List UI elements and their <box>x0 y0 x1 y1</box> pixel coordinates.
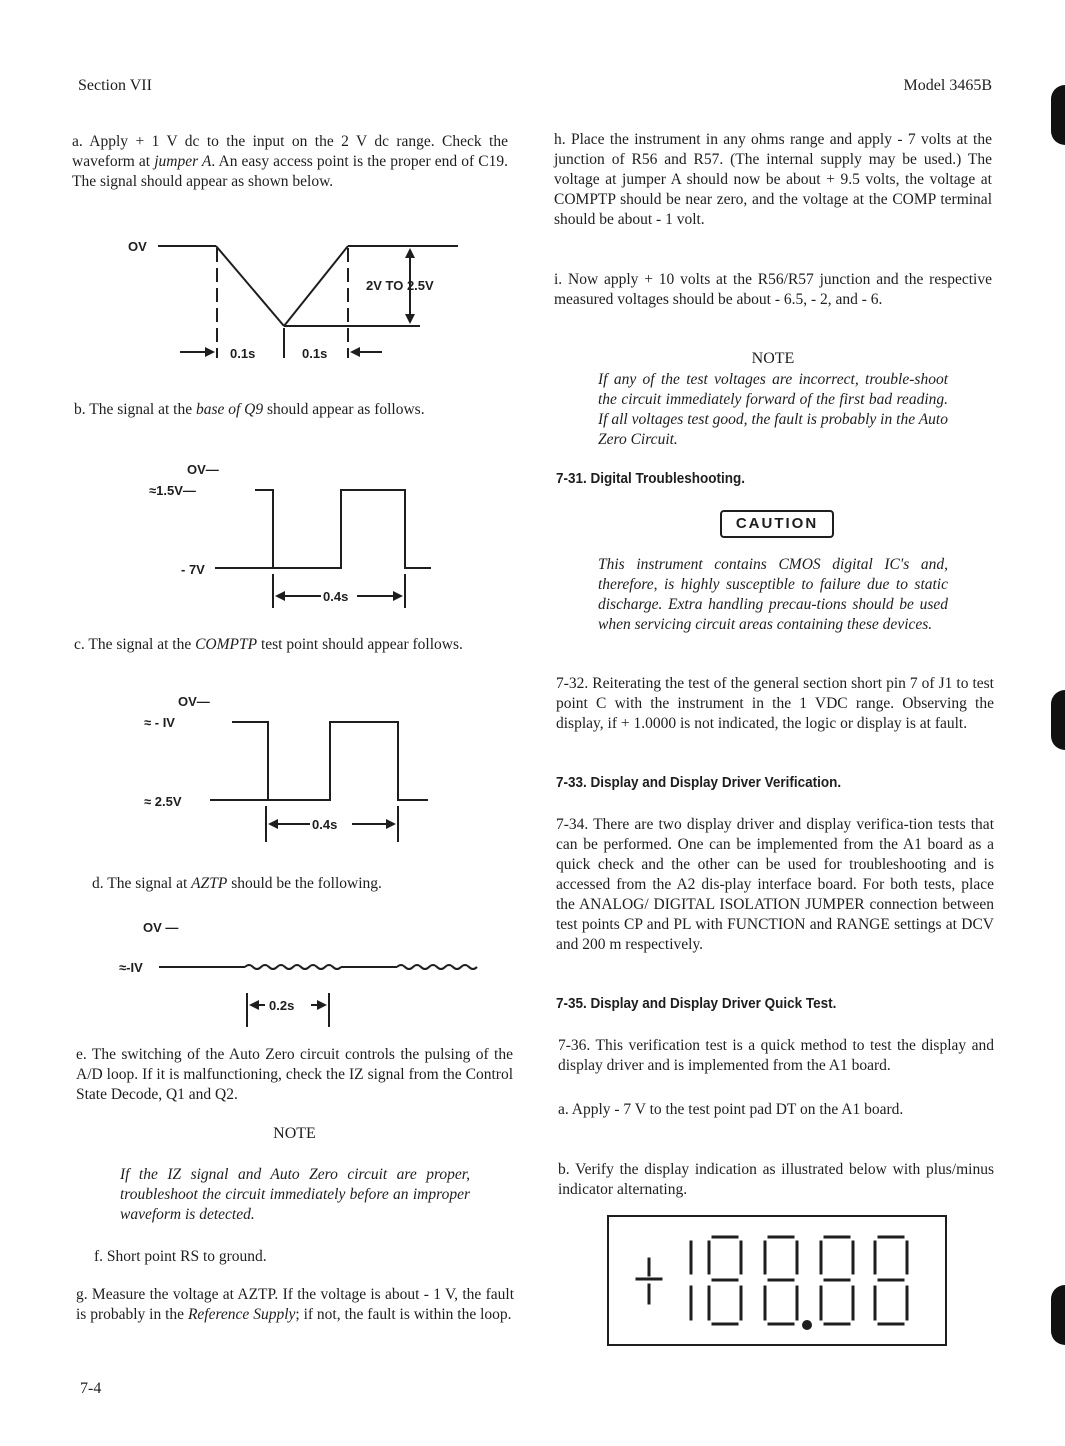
fig-b-period: 0.4s <box>323 589 349 604</box>
heading-7-33: 7-33. Display and Display Driver Verification. <box>556 774 842 791</box>
step-f-paragraph: f. Short point RS to ground. <box>94 1248 267 1265</box>
step-b-paragraph: b. The signal at the base of Q9 should appear as follows. <box>74 401 425 418</box>
step-i-paragraph: i. Now apply + 10 volts at the R56/R57 junction and the respective measured voltages should be about - 6.5, - 2, and - 6. <box>554 271 992 308</box>
model-label: Model 3465B <box>903 77 992 94</box>
note-title-left: NOTE <box>273 1125 316 1142</box>
paragraph-7-34: 7-34. There are two display driver and display verifica-tion tests that can be performed. One can be implemented from the A1 board as a quick check and the other can be used for troubleshooting and is accessed from the A2 dis-play interface board. For both tests, place the ANALOG/ DIGITAL ISOLATION JUMPER connection between test points CP and PL with FUNCTION and RANGE settings at DCV and 200 m respectively. <box>556 816 994 953</box>
note-text-right: If any of the test voltages are incorrect, trouble-shoot the circuit immediately forward of the first bad reading. If all voltages test good, the fault is probably in the Auto Zero Circuit. <box>598 371 948 448</box>
note-title-right: NOTE <box>751 350 795 367</box>
waveform-base-q9 <box>145 458 445 618</box>
fig-a-time1: 0.1s <box>230 346 256 361</box>
fig-a-ov-label: OV <box>128 239 147 254</box>
step-b-right-paragraph: b. Verify the display indication as illustrated below with plus/minus indicator alternating. <box>558 1161 994 1198</box>
seven-segment-display <box>609 1217 945 1344</box>
fig-d-level-label: ≈-IV <box>119 960 143 975</box>
waveform-aztp <box>115 915 485 1035</box>
fig-c-period: 0.4s <box>312 817 338 832</box>
fig-c-ov-label: OV— <box>178 694 210 709</box>
fig-a-time2: 0.1s <box>302 346 328 361</box>
caution-label: CAUTION <box>720 510 834 538</box>
step-d-paragraph: d. The signal at AZTP should be the following. <box>92 875 382 892</box>
step-h-paragraph: h. Place the instrument in any ohms range and apply - 7 volts at the junction of R56 and R57. (The internal supply may be used.) The voltage at jumper A should now be about + 9.5 volts, the voltage at COMPTP should be near zero, and the voltage at the COMP terminal should be about - 1 volt. <box>554 131 992 228</box>
fig-b-ov-label: OV— <box>187 462 219 477</box>
fig-a-amplitude-label: 2V TO 2.5V <box>366 278 434 293</box>
step-a-paragraph: a. Apply + 1 V dc to the input on the 2 V dc range. Check the waveform at jumper A. An easy access point is the proper end of C19. The signal should appear as shown below. <box>72 133 508 190</box>
fig-c-low-label: ≈ 2.5V <box>144 794 182 809</box>
step-c-paragraph: c. The signal at the COMPTP test point should appear follows. <box>74 636 463 653</box>
step-g-paragraph: g. Measure the voltage at AZTP. If the voltage is about - 1 V, the fault is probably in the Reference Supply; if not, the fault is within the loop. <box>76 1286 514 1323</box>
heading-7-31: 7-31. Digital Troubleshooting. <box>556 470 746 487</box>
paragraph-7-36: 7-36. This verification test is a quick method to test the display and display driver and is implemented from the A1 board. <box>558 1037 994 1074</box>
fig-c-high-label: ≈ - IV <box>144 715 175 730</box>
fig-b-low-label: - 7V <box>181 562 205 577</box>
binding-hole <box>1051 85 1065 145</box>
binding-hole <box>1051 1285 1065 1345</box>
waveform-jumper-a <box>120 236 470 376</box>
display-illustration <box>607 1215 947 1346</box>
fig-d-ov-label: OV — <box>143 920 179 935</box>
step-a-right-paragraph: a. Apply - 7 V to the test point pad DT on the A1 board. <box>558 1101 904 1118</box>
fig-b-high-label: ≈1.5V— <box>149 483 196 498</box>
fig-d-period: 0.2s <box>269 998 295 1013</box>
binding-hole <box>1051 690 1065 750</box>
page-number: 7-4 <box>80 1380 102 1397</box>
heading-7-35: 7-35. Display and Display Driver Quick Test. <box>556 995 837 1012</box>
paragraph-7-32: 7-32. Reiterating the test of the general section short pin 7 of J1 to test point C with the instrument in the 1 VDC range. Observing the display, if + 1.0000 is not indicated, the logic or display is at fault. <box>556 675 994 732</box>
step-e-paragraph: e. The switching of the Auto Zero circuit controls the pulsing of the A/D loop. If it is malfunctioning, check the IZ signal from the Control State Decode, Q1 and Q2. <box>76 1046 513 1103</box>
caution-text: This instrument contains CMOS digital IC's and, therefore, is highly susceptible to failure due to static discharge. Extra handling precau-tions should be used when servicing circuit areas containing these devices. <box>598 556 948 633</box>
note-text-left: If the IZ signal and Auto Zero circuit are proper, troubleshoot the circuit immediately before an improper waveform is detected. <box>120 1166 470 1223</box>
section-label: Section VII <box>78 77 152 94</box>
waveform-comptp <box>140 690 440 850</box>
